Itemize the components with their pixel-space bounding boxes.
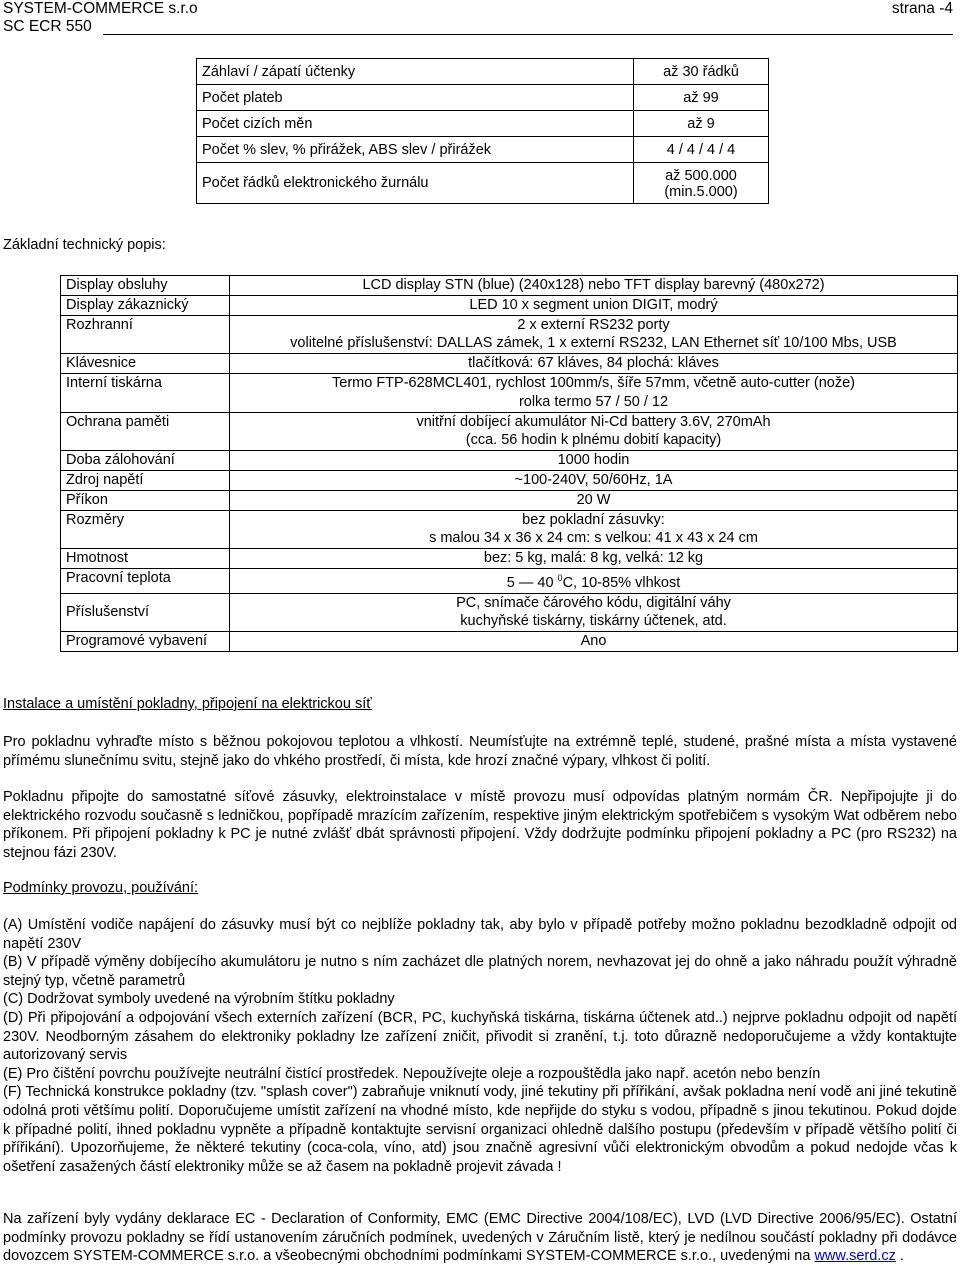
value-line: bez pokladní zásuvky: <box>522 511 665 528</box>
table-row <box>61 373 958 412</box>
paragraph-text: Pro pokladnu vyhraďte místo s běžnou pokojovou teplotou a vlhkostí. Neumísťujte na extrémně teplé, studené, prašné místa a místa vystavené přímému slunečnímu svitu, stejně jako do vhkého prostředí, či místa, kde hrozí značné výpary, vlhkost či polití. <box>3 734 957 769</box>
condition-item: (E) Pro čištění povrchu používejte neutrální čistící prostředek. Nepoužívejte oleje a rozpouštědla jako např. acetón nebo benzín <box>3 1065 821 1082</box>
cell-value <box>230 632 958 652</box>
cell-value <box>230 373 958 412</box>
table-row <box>61 632 958 652</box>
value-line: LCD display STN (blue) (240x128) nebo TFT display barevný (480x272) <box>362 277 825 293</box>
value-line: Ano <box>580 633 607 650</box>
cell-label: Display obsluhy <box>61 276 230 296</box>
value-line: ~100-240V, 50/60Hz, 1A <box>514 471 673 488</box>
cell-value <box>230 295 958 315</box>
table-row <box>197 163 769 204</box>
tech-heading: Základní technický popis: <box>3 237 166 253</box>
temp-humidity: C, 10-85% vlhkost <box>562 574 681 591</box>
table-row <box>61 412 958 451</box>
value-line: tlačítková: 67 kláves, 84 plochá: kláves <box>468 355 719 372</box>
table-row <box>61 315 958 354</box>
header-rule <box>103 34 953 35</box>
conditions-heading: Podmínky provozu, používání: <box>3 880 199 896</box>
condition-item: (A) Umístění vodiče napájení do zásuvky musí být co nejblíže pokladny tak, aby bylo v případě potřeby možno pokladnu bezodkladně odpojit od napětí 230V <box>3 917 957 952</box>
install-paragraph-1 <box>3 733 957 770</box>
cell-label: Programové vybavení <box>61 632 230 652</box>
page-number: strana -4 <box>891 0 953 17</box>
value-line: bez: 5 kg, malá: 8 kg, velká: 12 kg <box>483 550 704 567</box>
declaration-end: . <box>895 1248 904 1265</box>
value-line: (cca. 56 hodin k plnému dobití kapacity) <box>465 432 722 449</box>
condition-item: (C) Dodržovat symboly uvedené na výrobním štítku pokladny <box>3 991 395 1008</box>
install-paragraph-2 <box>3 788 957 862</box>
table-row <box>61 276 958 296</box>
cell-value <box>230 315 958 354</box>
table-row <box>197 137 769 163</box>
cell-value <box>230 412 958 451</box>
cell-label: Počet řádků elektronického žurnálu <box>197 163 634 204</box>
cell-value <box>230 470 958 490</box>
condition-item: (B) V případě výměny dobíjecího akumulátoru je nutno s ním zacházet dle platných norem, nevhazovat jej do ohně a jako náhradu použít výhradně stejný typ, včetně parametrů <box>3 954 957 989</box>
page-header <box>3 0 953 36</box>
cell-label: Rozhranní <box>61 315 230 354</box>
cell-label: Příkon <box>61 490 230 510</box>
value-line: vnitřní dobíjecí akumulátor Ni-Cd battery 3.6V, 270mAh <box>416 413 771 430</box>
degree-mark: 0 <box>557 572 563 583</box>
paragraph-text: Pokladnu připojte do samostatné síťové zásuvky, elektroinstalace v místě provozu musí odpovídas platným normám ČR. Nepřipojujte ji do elektrického rozvodu současně s ledničkou, popřípadě mrazícím zařízením, respektive jiným elektrickým spotřebičem s vysokým Wat odběrem nebo příkonem. Při připojení pokladny k PC je nutné zvlášť dbát správnosti připojení. Vždy dodržujte podmínku připojení pokladny a PC (pro RS232) na stejnou fázi 230V. <box>3 789 957 861</box>
cell-label: Počet % slev, % přirážek, ABS slev / přirážek <box>197 137 634 163</box>
value-line: PC, snímače čárového kódu, digitální váhy <box>456 594 731 611</box>
value-line: kuchyňské tiskárny, tiskárny účtenek, atd. <box>460 613 727 630</box>
table-row <box>61 510 958 549</box>
model-name: SC ECR 550 <box>3 18 92 35</box>
declaration-text: Na zařízení byly vydány deklarace EC - Declaration of Conformity, EMC (EMC Directive 2004/108/EC), LVD (LVD Directive 2006/95/EC). Ostatní podmínky provozu pokladny se řídí ustanovením záručních podmínek, uvedených v Záručním listě, který je nedílnou součástí pokladny při dodávce dovozcem SYSTEM-COMMERCE s.r.o. a všeobecnými obchodními podmínkami SYSTEM-COMMERCE s.r.o., uvedenými na <box>3 1211 957 1265</box>
table-row <box>61 451 958 471</box>
table-row <box>61 470 958 490</box>
value-line: Termo FTP-628MCL401, rychlost 100mm/s, šíře 57mm, včetně auto-cutter (nože) <box>332 374 855 391</box>
cell-value <box>230 490 958 510</box>
cell-value: až 30 řádků <box>634 59 769 85</box>
cell-label: Display zákaznický <box>61 295 230 315</box>
value-line: 20 W <box>576 491 611 508</box>
value-line: LED 10 x segment union DIGIT, modrý <box>469 296 718 313</box>
website-link[interactable]: www.serd.cz <box>814 1248 896 1265</box>
cell-value <box>634 163 769 204</box>
temp-range: 5 — 40 <box>506 574 558 591</box>
declaration-body <box>3 1210 957 1266</box>
table-row <box>197 111 769 137</box>
value-line: rolka termo 57 / 50 / 12 <box>518 393 669 410</box>
capacity-table <box>196 58 769 204</box>
cell-label: Počet plateb <box>197 85 634 111</box>
table-row <box>61 568 958 593</box>
value-line: s malou 34 x 36 x 24 cm: s velkou: 41 x 43 x 24 cm <box>429 530 758 547</box>
cell-value: až 99 <box>634 85 769 111</box>
table-row <box>61 549 958 569</box>
table-row <box>61 490 958 510</box>
cell-value <box>230 549 958 569</box>
table-row <box>197 85 769 111</box>
conditions-list <box>3 916 957 1176</box>
declaration-paragraph <box>3 1210 957 1266</box>
cell-label: Ochrana paměti <box>61 412 230 451</box>
cell-label: Příslušenství <box>61 593 230 632</box>
table-row <box>61 354 958 374</box>
cell-label: Hmotnost <box>61 549 230 569</box>
cell-value: 4 / 4 / 4 / 4 <box>634 137 769 163</box>
cell-label: Interní tiskárna <box>61 373 230 412</box>
value-line: až 500.000 <box>665 168 737 184</box>
cell-label: Záhlaví / zápatí účtenky <box>197 59 634 85</box>
cell-label: Rozměry <box>61 510 230 549</box>
cell-label: Pracovní teplota <box>61 568 230 593</box>
cell-value <box>230 354 958 374</box>
value-line: (min.5.000) <box>664 184 738 200</box>
table-row <box>61 295 958 315</box>
cell-label: Zdroj napětí <box>61 470 230 490</box>
value-line: 2 x externí RS232 porty <box>517 316 670 333</box>
cell-value <box>230 451 958 471</box>
value-line: volitelné příslušenství: DALLAS zámek, 1 x externí RS232, LAN Ethernet síť 10/100 Mbs, USB <box>290 335 897 352</box>
value-line <box>236 569 951 593</box>
company-name: SYSTEM-COMMERCE s.r.o <box>3 0 198 17</box>
value-line: 1000 hodin <box>557 452 630 469</box>
condition-item: (F) Technická konstrukce pokladny (tzv. "splash cover") zabraňuje vniknutí vody, jiné tekutiny při přířikání, avšak pokladna není vodě ani jiné tekutině odolná proti většímu polití. Doporučujeme umístit zařízení na vhodné místo, kde nepřijde do styku s vodou, případně s jinou tekutinou. Pokud dojde k případné polití, ihned pokladnu vypněte a případně kontaktujte servisní organizaci ohledně dalšího postupu (především v případě většího polití či přířikání). Upozorňujeme, že některé tekutiny (coca-cola, víno, atd) jsou značně agresivní vůči elektronickým obvodům a pokud nedojde včas k ošetření zasažených částí elektroniky může se až časem na pokladně projevit závada ! <box>3 1084 957 1175</box>
cell-value <box>230 276 958 296</box>
cell-value <box>230 568 958 593</box>
cell-value <box>230 593 958 632</box>
table-row <box>197 59 769 85</box>
condition-item: (D) Při připojování a odpojování všech externích zařízení (BCR, PC, kuchyňská tiskárna, tiskárna účtenek atd..) nejprve pokladnu odpojit od napětí 230V. Neodborným zásahem do elektroniky pokladny lze zařízení zničit, přivodit si zranění, t.j. toto důrazně nedoporučujeme a vždy kontaktujte autorizovaný servis <box>3 1009 957 1064</box>
cell-label: Klávesnice <box>61 354 230 374</box>
tech-table <box>60 275 958 652</box>
cell-value: až 9 <box>634 111 769 137</box>
table-row <box>61 593 958 632</box>
cell-label: Počet cizích měn <box>197 111 634 137</box>
cell-label: Doba zálohování <box>61 451 230 471</box>
install-heading: Instalace a umístění pokladny, připojení na elektrickou síť <box>3 696 372 712</box>
cell-value <box>230 510 958 549</box>
